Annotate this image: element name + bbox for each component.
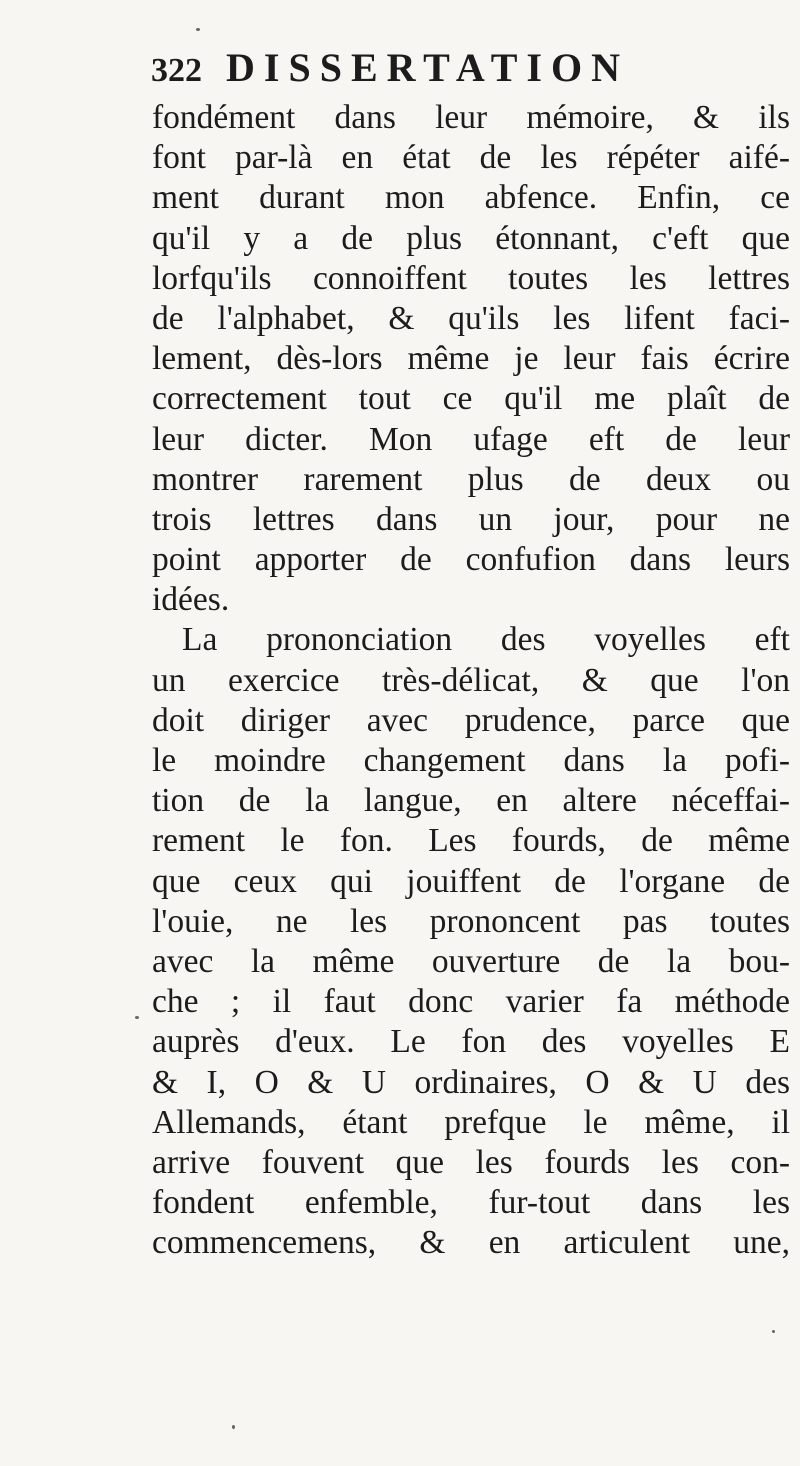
text-line: auprès d'eux. Le fon des voyelles E	[152, 1023, 790, 1061]
text-line: trois lettres dans un jour, pour ne	[152, 500, 790, 538]
text-line: qu'il y a de plus étonnant, c'eft que	[152, 219, 790, 257]
running-title: DISSERTATION	[226, 45, 629, 90]
text-line: arrive fouvent que les fourds les con-	[152, 1143, 790, 1181]
text-line: l'ouie, ne les prononcent pas toutes	[152, 902, 790, 940]
text-line: lorfqu'ils connoiffent toutes les lettres	[152, 259, 790, 297]
text-line: rement le fon. Les fourds, de même	[152, 822, 790, 860]
page-number: 322	[151, 52, 202, 89]
text-line: leur dicter. Mon ufage eft de leur	[152, 420, 790, 458]
text-line: commencemens, & en articulent une,	[152, 1224, 790, 1262]
text-line: che ; il faut donc varier fa méthode	[152, 983, 790, 1021]
text-line: point apporter de confufion dans leurs	[152, 541, 790, 579]
text-line: tion de la langue, en altere néceffai-	[152, 782, 790, 820]
text-line: que ceux qui jouiffent de l'organe de	[152, 862, 790, 900]
paper-speck	[196, 28, 200, 31]
text-line: fondément dans leur mémoire, & ils	[152, 99, 790, 136]
text-line: montrer rarement plus de deux ou	[152, 460, 790, 498]
text-line: correctement tout ce qu'il me plaît de	[152, 380, 790, 418]
text-line: ment durant mon abfence. Enfin, ce	[152, 179, 790, 217]
paragraph-1	[152, 98, 790, 620]
text-line: font par-là en état de les répéter aifé-	[152, 139, 790, 177]
text-line: lement, dès-lors même je leur fais écrire	[152, 340, 790, 378]
text-line: & I, O & U ordinaires, O & U des	[152, 1063, 790, 1101]
paper-speck	[135, 1016, 139, 1019]
text-line: de l'alphabet, & qu'ils les lifent faci-	[152, 299, 790, 337]
text-line: doit diriger avec prudence, parce que	[152, 701, 790, 739]
text-line: Allemands, étant prefque le même, il	[152, 1103, 790, 1141]
body-text	[152, 98, 790, 1263]
text-line: un exercice très-délicat, & que l'on	[152, 661, 790, 699]
text-line: idées.	[152, 581, 230, 619]
paragraph-2	[152, 620, 790, 1263]
text-line: fondent enfemble, fur-tout dans les	[152, 1184, 790, 1222]
running-header	[151, 44, 731, 102]
paper-speck	[232, 1425, 235, 1429]
paper-speck	[772, 1330, 775, 1333]
text-line: avec la même ouverture de la bou-	[152, 942, 790, 980]
text-line: le moindre changement dans la pofi-	[152, 742, 790, 779]
text-line: La prononciation des voyelles eft	[182, 621, 790, 659]
